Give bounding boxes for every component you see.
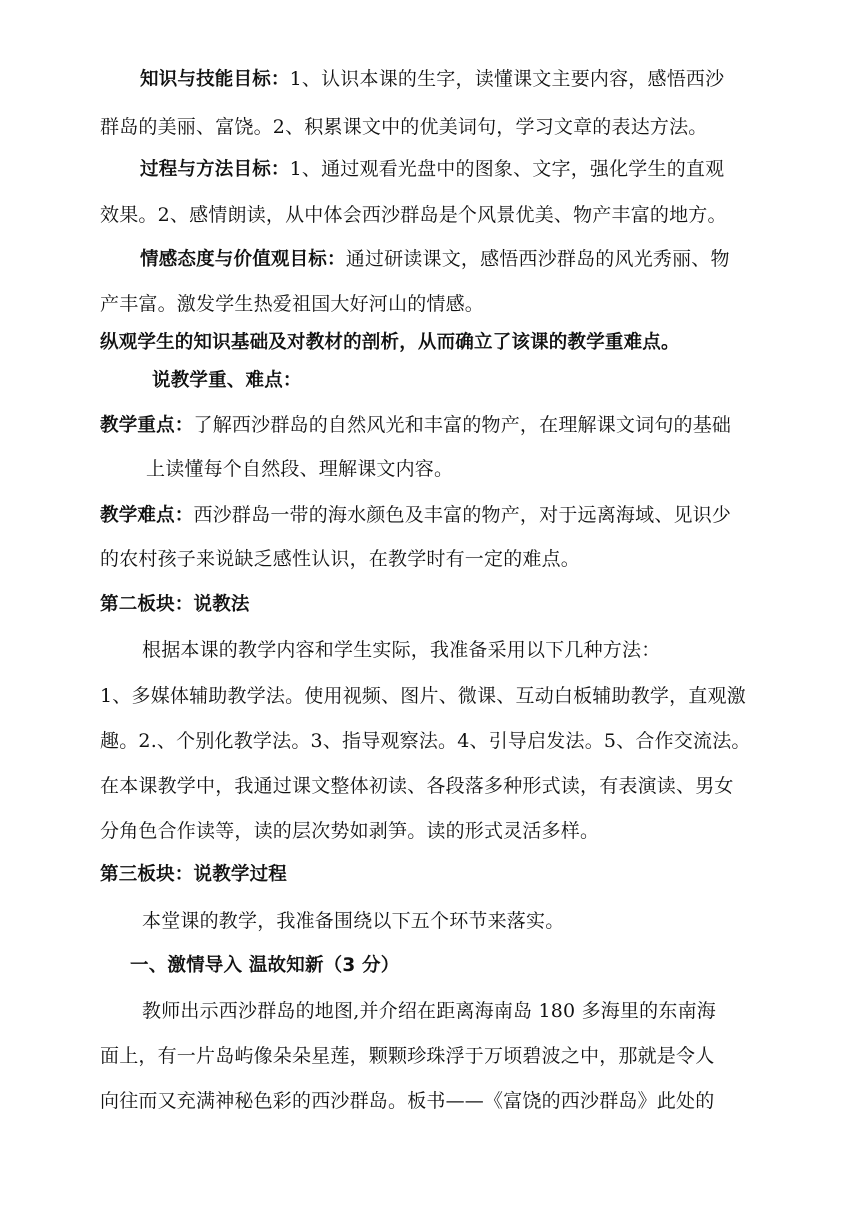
paragraph-line: 面上，有一片岛屿像朵朵星莲，颗颗珍珠浮于万顷碧波之中，那就是令人	[100, 1045, 715, 1067]
paragraph-process-goal	[140, 156, 724, 182]
paragraph-line: 分角色合作读等，读的层次势如剥笋。读的形式灵活多样。	[100, 820, 600, 842]
process-goal-label: 过程与方法目标：	[140, 159, 290, 180]
paragraph-difficulty	[100, 502, 731, 528]
step1-heading: 一、激情导入 温故知新（3 分）	[130, 955, 400, 976]
paragraph-line: 在本课教学中，我通过课文整体初读、各段落多种形式读，有表演读、男女	[100, 775, 734, 797]
paragraph-line: 教师出示西沙群岛的地图,并介绍在距离海南岛 180 多海里的东南海	[142, 1000, 716, 1022]
paragraph-knowledge-goal	[140, 66, 724, 92]
difficulty-text: 西沙群岛一带的海水颜色及丰富的物产，对于远离海域、见识少	[193, 504, 732, 526]
paragraph-line: 群岛的美丽、富饶。2、积累课文中的优美词句，学习文章的表达方法。	[100, 116, 708, 138]
paragraph-line: 上读懂每个自然段、理解课文内容。	[146, 458, 454, 480]
section2-heading: 第二板块：说教法	[100, 594, 250, 615]
paragraph-focus	[100, 412, 731, 438]
methods-intro: 根据本课的教学内容和学生实际，我准备采用以下几种方法：	[142, 639, 661, 661]
section3-heading: 第三板块：说教学过程	[100, 864, 288, 885]
knowledge-goal-label: 知识与技能目标：	[140, 69, 290, 90]
paragraph-line: 趣。2.、个别化教学法。3、指导观察法。4、引导启发法。5、合作交流法。	[100, 730, 751, 752]
paragraph-emotion-goal	[140, 246, 730, 272]
focus-text: 了解西沙群岛的自然风光和丰富的物产，在理解课文词句的基础	[193, 414, 732, 436]
process-intro: 本堂课的教学，我准备围绕以下五个环节来落实。	[142, 910, 565, 932]
summary-heading: 纵观学生的知识基础及对教材的剖析，从而确立了该课的教学重难点。	[100, 332, 680, 353]
paragraph-line: 的农村孩子来说缺乏感性认识，在教学时有一定的难点。	[100, 548, 581, 570]
focus-label: 教学重点：	[100, 415, 194, 436]
difficulty-label: 教学难点：	[100, 505, 194, 526]
keypoints-heading: 说教学重、难点：	[152, 370, 302, 391]
knowledge-goal-text: 1、认识本课的生字，读懂课文主要内容，感悟西沙	[289, 68, 725, 90]
paragraph-line: 产丰富。激发学生热爱祖国大好河山的情感。	[100, 293, 485, 315]
process-goal-text: 1、通过观看光盘中的图象、文字，强化学生的直观	[289, 158, 725, 180]
paragraph-line: 1、多媒体辅助教学法。使用视频、图片、微课、互动白板辅助教学，直观激	[100, 685, 746, 707]
emotion-goal-label: 情感态度与价值观目标：	[140, 249, 346, 270]
emotion-goal-text: 通过研读课文，感悟西沙群岛的风光秀丽、物	[345, 248, 730, 270]
paragraph-line: 效果。2、感情朗读，从中体会西沙群岛是个风景优美、物产丰富的地方。	[100, 204, 727, 226]
paragraph-line: 向往而又充满神秘色彩的西沙群岛。板书——《富饶的西沙群岛》此处的	[100, 1090, 715, 1112]
